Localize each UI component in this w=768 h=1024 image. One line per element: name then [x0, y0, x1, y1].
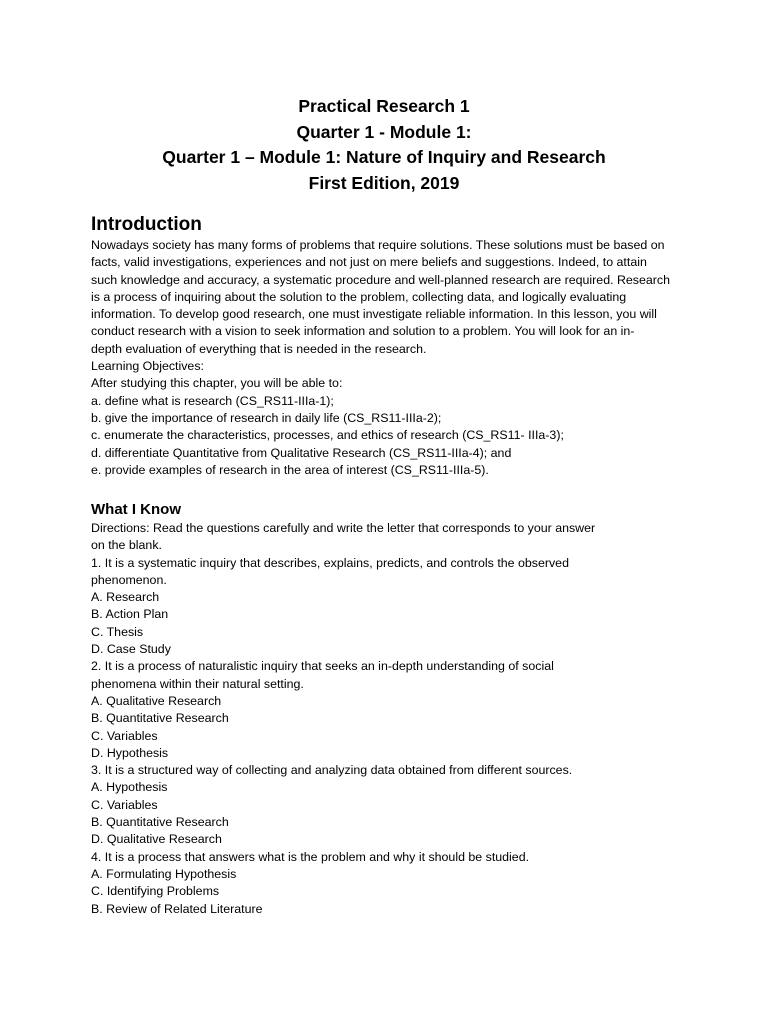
- question-text: phenomena within their natural setting.: [91, 676, 304, 691]
- answer-choice: C. Variables: [91, 728, 158, 743]
- title-block: [0, 94, 768, 196]
- intro-line: depth evaluation of everything that is needed in the research.: [91, 341, 427, 356]
- module-full-title: Quarter 1 – Module 1: Nature of Inquiry and Research: [162, 147, 606, 167]
- edition-title: First Edition, 2019: [308, 172, 460, 193]
- answer-choice: B. Review of Related Literature: [91, 901, 263, 916]
- answer-choice: D. Qualitative Research: [91, 832, 222, 847]
- answer-choice: A. Hypothesis: [91, 780, 168, 795]
- answer-choice: C. Identifying Problems: [91, 884, 220, 899]
- quarter-module-title: Quarter 1 - Module 1:: [296, 121, 472, 142]
- introduction-heading: Introduction: [91, 214, 202, 235]
- directions-line: on the blank.: [91, 538, 162, 553]
- question-text: phenomenon.: [91, 572, 167, 587]
- answer-choice: B. Quantitative Research: [91, 711, 229, 726]
- objective-item: c. enumerate the characteristics, processes, and ethics of research (CS_RS11- IIIa-3);: [91, 428, 564, 443]
- what-i-know-text: [91, 520, 595, 918]
- objective-item: a. define what is research (CS_RS11-IIIa-1);: [91, 393, 334, 408]
- objective-item: d. differentiate Quantitative from Qualitative Research (CS_RS11-IIIa-4); and: [91, 445, 512, 460]
- introduction-text: [91, 237, 670, 479]
- intro-line: facts, valid investigations, experiences and not just on mere beliefs and suggestions. Indeed, to attain: [91, 255, 647, 270]
- subject-title: Practical Research 1: [298, 96, 470, 116]
- intro-line: is a process of inquiring about the solution to the problem, collecting data, and logically evaluating: [91, 289, 627, 304]
- answer-choice: A. Research: [91, 590, 160, 605]
- intro-line: such knowledge and accuracy, a systematic procedure and well-planned research are required. Research: [91, 272, 671, 287]
- question-text: 4. It is a process that answers what is the problem and why it should be studied.: [91, 849, 530, 864]
- answer-choice: A. Formulating Hypothesis: [91, 866, 237, 881]
- learning-objectives-label: Learning Objectives:: [91, 359, 204, 374]
- directions-line: Directions: Read the questions carefully and write the letter that corresponds to your answer: [91, 521, 596, 535]
- question-text: 2. It is a process of naturalistic inquiry that seeks an in-depth understanding of social: [91, 659, 554, 674]
- objectives-intro: After studying this chapter, you will be able to:: [91, 376, 343, 391]
- what-i-know-heading: What I Know: [91, 501, 181, 518]
- intro-line: conduct research with a vision to seek information and solution to a problem. You will look for an in-: [91, 324, 635, 339]
- objective-item: b. give the importance of research in daily life (CS_RS11-IIIa-2);: [91, 410, 442, 425]
- answer-choice: C. Thesis: [91, 624, 144, 639]
- intro-line: information. To develop good research, one must investigate reliable information. In this lesson, you will: [91, 307, 657, 322]
- answer-choice: D. Hypothesis: [91, 745, 169, 760]
- intro-line: Nowadays society has many forms of problems that require solutions. These solutions must be based on: [91, 238, 665, 252]
- question-text: 1. It is a systematic inquiry that describes, explains, predicts, and controls the observed: [91, 555, 569, 570]
- objective-item: e. provide examples of research in the area of interest (CS_RS11-IIIa-5).: [91, 462, 489, 477]
- answer-choice: B. Action Plan: [91, 607, 169, 622]
- answer-choice: D. Case Study: [91, 642, 171, 657]
- answer-choice: A. Qualitative Research: [91, 693, 222, 708]
- answer-choice: B. Quantitative Research: [91, 815, 229, 830]
- answer-choice: C. Variables: [91, 797, 158, 812]
- question-text: 3. It is a structured way of collecting and analyzing data obtained from different sources.: [91, 763, 573, 778]
